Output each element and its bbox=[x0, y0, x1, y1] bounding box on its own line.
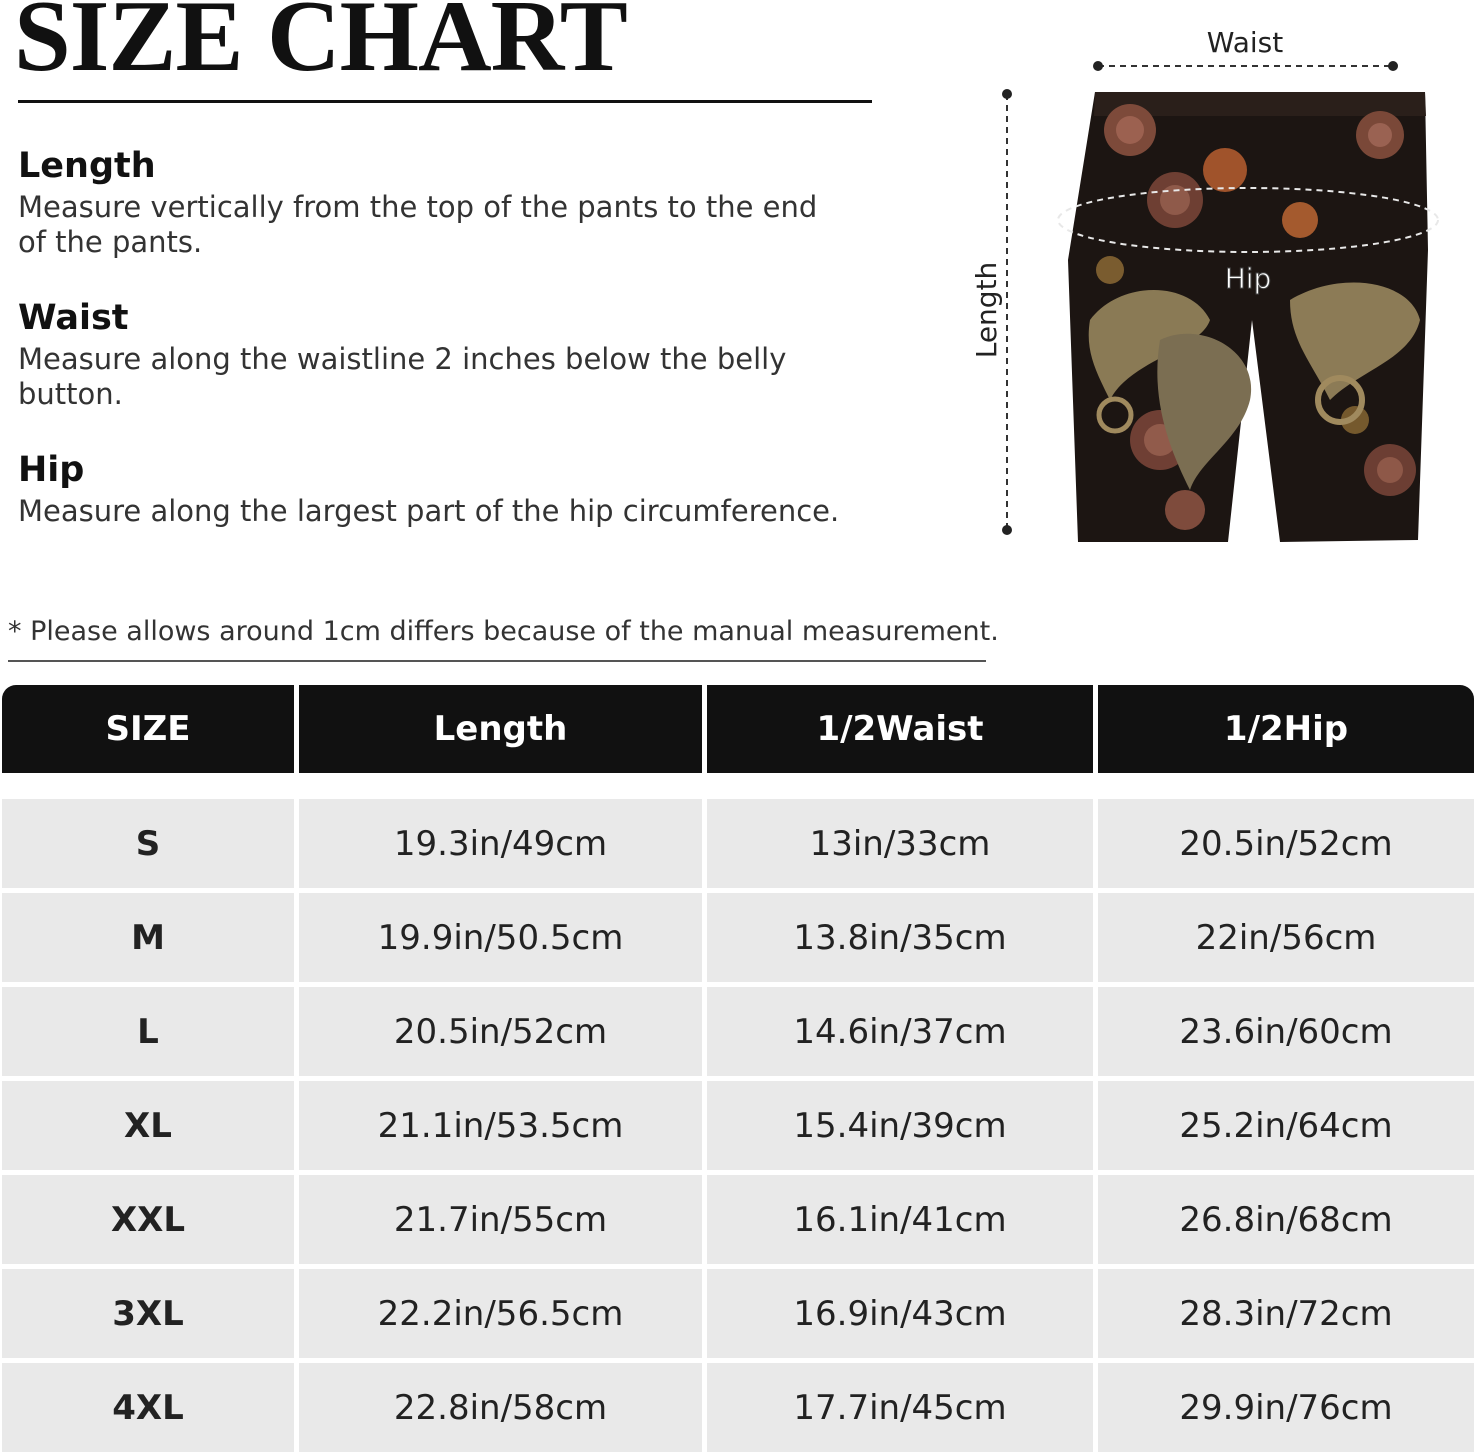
title-divider bbox=[18, 100, 872, 103]
shorts-diagram-svg bbox=[960, 20, 1470, 560]
header-half-hip: 1/2Hip bbox=[1098, 685, 1474, 773]
cell-length: 19.3in/49cm bbox=[299, 799, 702, 888]
cell-half-waist: 16.1in/41cm bbox=[707, 1175, 1093, 1264]
cell-half-waist: 13in/33cm bbox=[707, 799, 1093, 888]
header-spacer bbox=[299, 778, 702, 794]
definition-heading: Hip bbox=[18, 450, 85, 490]
header-spacer bbox=[1098, 778, 1474, 794]
note-divider bbox=[8, 660, 986, 662]
header-spacer bbox=[2, 778, 294, 794]
definition-text: Measure along the largest part of the hip circumference. bbox=[18, 494, 840, 528]
size-table bbox=[2, 685, 1474, 1442]
cell-length: 20.5in/52cm bbox=[299, 987, 702, 1076]
cell-half-hip: 28.3in/72cm bbox=[1098, 1269, 1474, 1358]
length-label: Length bbox=[970, 261, 1003, 359]
cell-half-hip: 26.8in/68cm bbox=[1098, 1175, 1474, 1264]
cell-half-waist: 13.8in/35cm bbox=[707, 893, 1093, 982]
cell-half-waist: 15.4in/39cm bbox=[707, 1081, 1093, 1170]
cell-half-hip: 20.5in/52cm bbox=[1098, 799, 1474, 888]
header-size: SIZE bbox=[2, 685, 294, 773]
cell-size: XL bbox=[2, 1081, 294, 1170]
definition-heading: Waist bbox=[18, 298, 129, 338]
shorts-diagram bbox=[960, 20, 1470, 560]
definition-hip bbox=[18, 450, 848, 529]
cell-half-hip: 29.9in/76cm bbox=[1098, 1363, 1474, 1452]
header-spacer bbox=[707, 778, 1093, 794]
cell-length: 19.9in/50.5cm bbox=[299, 893, 702, 982]
cell-size: S bbox=[2, 799, 294, 888]
definition-text: Measure along the waistline 2 inches below the belly button. bbox=[18, 342, 787, 411]
cell-size: 4XL bbox=[2, 1363, 294, 1452]
page-title: SIZE CHART bbox=[14, 0, 627, 93]
cell-half-waist: 16.9in/43cm bbox=[707, 1269, 1093, 1358]
measurement-note: * Please allows around 1cm differs because of the manual measurement. bbox=[8, 616, 999, 647]
definition-text: Measure vertically from the top of the pants to the end of the pants. bbox=[18, 190, 818, 259]
cell-size: M bbox=[2, 893, 294, 982]
cell-size: L bbox=[2, 987, 294, 1076]
cell-length: 21.1in/53.5cm bbox=[299, 1081, 702, 1170]
cell-length: 22.2in/56.5cm bbox=[299, 1269, 702, 1358]
cell-size: XXL bbox=[2, 1175, 294, 1264]
waist-endpoint bbox=[1093, 61, 1103, 71]
length-endpoint bbox=[1002, 89, 1012, 99]
definition-waist bbox=[18, 298, 848, 412]
cell-length: 22.8in/58cm bbox=[299, 1363, 702, 1452]
cell-size: 3XL bbox=[2, 1269, 294, 1358]
cell-half-waist: 14.6in/37cm bbox=[707, 987, 1093, 1076]
cell-half-hip: 23.6in/60cm bbox=[1098, 987, 1474, 1076]
hip-label: Hip bbox=[1224, 262, 1272, 295]
cell-length: 21.7in/55cm bbox=[299, 1175, 702, 1264]
cell-half-hip: 22in/56cm bbox=[1098, 893, 1474, 982]
waist-label: Waist bbox=[1206, 26, 1284, 59]
header-length: Length bbox=[299, 685, 702, 773]
header-half-waist: 1/2Waist bbox=[707, 685, 1093, 773]
length-endpoint bbox=[1002, 525, 1012, 535]
waist-endpoint bbox=[1388, 61, 1398, 71]
shorts-image bbox=[1058, 92, 1438, 542]
cell-half-hip: 25.2in/64cm bbox=[1098, 1081, 1474, 1170]
definition-heading: Length bbox=[18, 146, 156, 186]
definition-length bbox=[18, 146, 848, 260]
cell-half-waist: 17.7in/45cm bbox=[707, 1363, 1093, 1452]
